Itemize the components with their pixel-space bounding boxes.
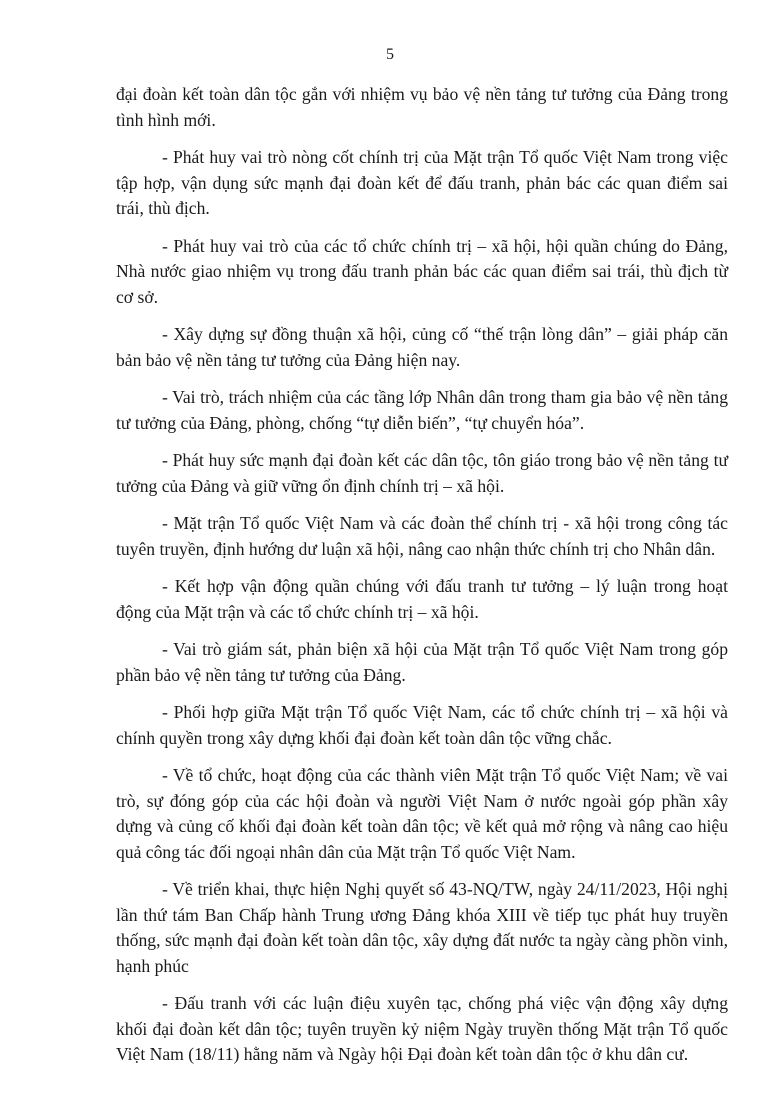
list-item-coordination: - Phối hợp giữa Mặt trận Tổ quốc Việt Nam, các tổ chức chính trị – xã hội và chính quyền trong xây dựng khối đại đoàn kết toàn dân tộc vững chắc. [116,702,728,748]
page-number: 5 [386,46,394,63]
list-item-resolution-43: - Về triển khai, thực hiện Nghị quyết số 43-NQ/TW, ngày 24/11/2023, Hội nghị lần thứ tám Ban Chấp hành Trung ương Đảng khóa XIII về tiếp tục phát huy truyền thống, sức mạnh đại đoàn kết toàn dân tộc, xây dựng đất nước ta ngày càng phồn vinh, hạnh phúc [116,879,728,976]
list-item-organization: - Về tổ chức, hoạt động của các thành viên Mặt trận Tổ quốc Việt Nam; về vai trò, sự đóng góp của các hội đoàn và người Việt Nam ở nước ngoài góp phần xây dựng và củng cố khối đại đoàn kết toàn dân tộc; về kết quả mở rộng và nâng cao hiệu quả công tác đối ngoại nhân dân của Mặt trận Tổ quốc Việt Nam. [116,765,728,862]
paragraph-continuation: đại đoàn kết toàn dân tộc gắn với nhiệm vụ bảo vệ nền tảng tư tưởng của Đảng trong tình hình mới. [116,84,728,130]
list-item-combat-distortion: - Đấu tranh với các luận điệu xuyên tạc, chống phá việc vận động xây dựng khối đại đoàn kết dân tộc; tuyên truyền kỷ niệm Ngày truyền thống Mặt trận Tổ quốc Việt Nam (18/11) hằng năm và Ngày hội Đại đoàn kết toàn dân tộc ở khu dân cư. [116,993,728,1064]
list-item-socio-political-orgs: - Phát huy vai trò của các tổ chức chính trị – xã hội, hội quần chúng do Đảng, Nhà nước giao nhiệm vụ trong đấu tranh phản bác các quan điểm sai trái, thù địch từ cơ sở. [116,235,728,307]
document-body [116,82,728,1080]
list-item-people-responsibility: - Vai trò, trách nhiệm của các tầng lớp Nhân dân trong tham gia bảo vệ nền tảng tư tưởng của Đảng, phòng, chống “tự diễn biến”, “tự chuyển hóa”. [116,387,728,433]
list-item-social-consensus: - Xây dựng sự đồng thuận xã hội, củng cố “thế trận lòng dân” – giải pháp căn bản bảo vệ nền tảng tư tưởng của Đảng hiện nay. [116,324,728,370]
list-item-mass-mobilization: - Kết hợp vận động quần chúng với đấu tranh tư tưởng – lý luận trong hoạt động của Mặt trận và các tổ chức chính trị – xã hội. [116,576,728,622]
list-item-ethnic-religious-unity: - Phát huy sức mạnh đại đoàn kết các dân tộc, tôn giáo trong bảo vệ nền tảng tư tưởng của Đảng và giữ vững ổn định chính trị – xã hội. [116,450,728,496]
list-item-mttq-core-role: - Phát huy vai trò nòng cốt chính trị của Mặt trận Tổ quốc Việt Nam trong việc tập hợp, vận dụng sức mạnh đại đoàn kết để đấu tranh, phản bác các quan điểm sai trái, thù địch. [116,147,728,218]
list-item-propaganda: - Mặt trận Tổ quốc Việt Nam và các đoàn thể chính trị - xã hội trong công tác tuyên truyền, định hướng dư luận xã hội, nâng cao nhận thức chính trị cho Nhân dân. [116,513,728,559]
list-item-supervision: - Vai trò giám sát, phản biện xã hội của Mặt trận Tổ quốc Việt Nam trong góp phần bảo vệ nền tảng tư tưởng của Đảng. [116,639,728,685]
